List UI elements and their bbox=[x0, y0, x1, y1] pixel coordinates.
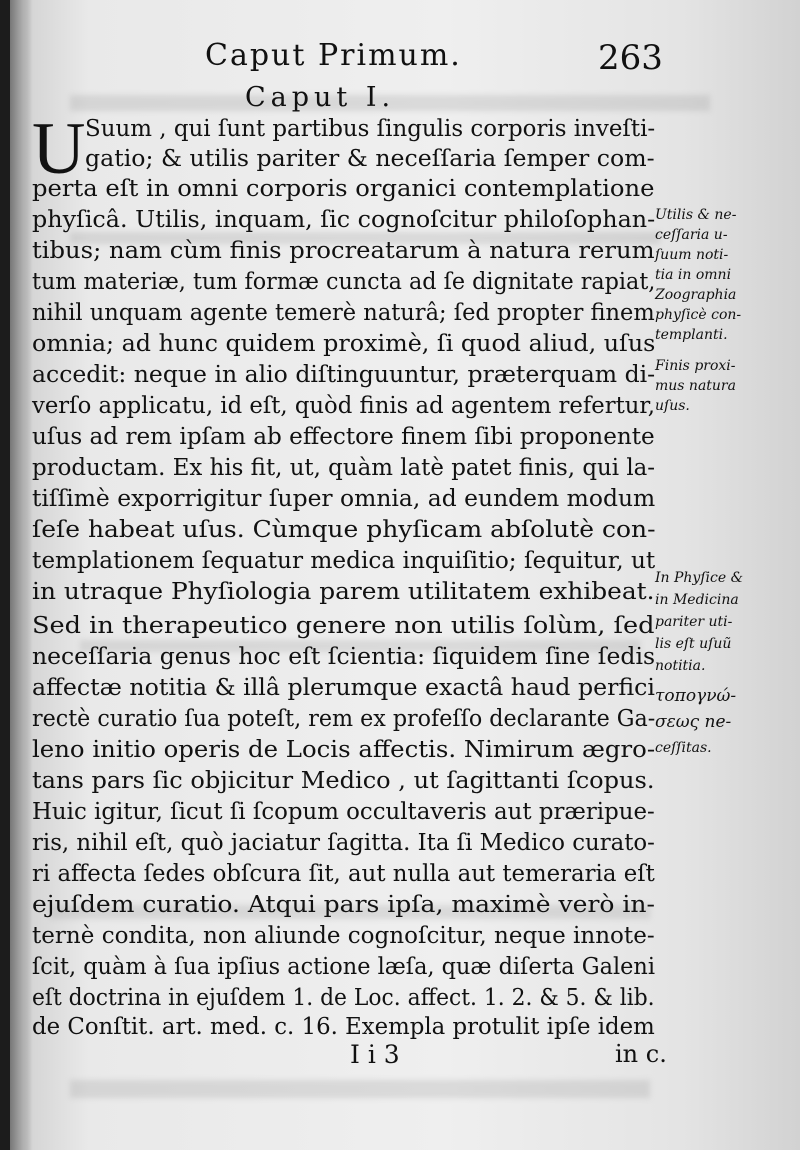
text-line: eſt doctrina in ejuſdem 1. de Loc. affect. 1. 2. & 5. & lib. bbox=[32, 985, 655, 1011]
marginal-note-line: phyſicè con- bbox=[655, 307, 742, 323]
text-line: tum materiæ, tum formæ cuncta ad ſe dignitate rapiat, bbox=[32, 269, 656, 295]
marginal-note-line: templanti. bbox=[655, 327, 728, 343]
show-through-bleed bbox=[70, 1080, 650, 1098]
text-line: gatio; & utilis pariter & neceſſaria ſemper com- bbox=[85, 146, 655, 172]
chapter-heading: Caput I. bbox=[245, 82, 396, 113]
text-line: ri affecta ſedes obſcura ſit, aut nulla aut temeraria eſt bbox=[32, 861, 655, 887]
text-line: ſcit, quàm à ſua ipſius actione læſa, quæ diſerta Galeni bbox=[32, 954, 655, 980]
text-line: tibus; nam cùm finis procreatarum à natura rerum bbox=[32, 238, 655, 264]
drop-initial: U bbox=[32, 108, 86, 190]
marginal-note-line: mus natura bbox=[655, 378, 736, 394]
text-line: accedit: neque in alio diſtinguuntur, præterquam di- bbox=[32, 362, 656, 388]
marginal-note-line: Zoographia bbox=[655, 287, 737, 303]
marginal-note-line: tia in omni bbox=[655, 267, 732, 283]
text-line: nihil unquam agente temerè naturâ; ſed propter finem bbox=[32, 300, 655, 326]
marginal-note-line: uſus. bbox=[655, 398, 690, 414]
marginal-note-line: in Medicina bbox=[655, 592, 739, 608]
text-line: omnia; ad hunc quidem proximè, ſi quod aliud, uſus bbox=[32, 331, 656, 357]
marginal-note-line: ſuum noti- bbox=[655, 247, 729, 263]
text-line: tans pars ſic objicitur Medico , ut ſagittanti ſcopus. bbox=[32, 768, 655, 794]
book-page bbox=[10, 0, 800, 1150]
marginal-note-line: pariter uti- bbox=[655, 614, 733, 630]
marginal-note-line: τοπογνώ- bbox=[655, 686, 737, 706]
catchword: in c. bbox=[615, 1040, 667, 1068]
marginal-note-line: In Phyſice & bbox=[655, 570, 744, 586]
text-line: perta eſt in omni corporis organici contemplatione bbox=[32, 176, 655, 202]
marginal-note-line: notitia. bbox=[655, 658, 706, 674]
marginal-note-line: Finis proxi- bbox=[655, 358, 736, 374]
signature-mark: I i 3 bbox=[350, 1040, 400, 1069]
text-line: rectè curatio ſua poteſt, rem ex profeſſo declarante Ga- bbox=[32, 706, 656, 732]
text-line: Huic igitur, ſicut ſi ſcopum occultaveris aut præripue- bbox=[32, 799, 655, 825]
text-line: de Conſtit. art. med. c. 16. Exempla protulit ipſe idem bbox=[32, 1014, 655, 1040]
text-line: Sed in therapeutico genere non utilis ſolùm, ſed bbox=[32, 613, 655, 639]
marginal-note-line: ceſſitas. bbox=[655, 740, 712, 756]
text-line: ris, nihil eſt, quò jaciatur ſagitta. Ita ſi Medico curato- bbox=[32, 830, 655, 856]
text-line: ſeſe habeat uſus. Cùmque phyſicam abſolutè con- bbox=[32, 517, 656, 543]
running-title: Caput Primum. bbox=[205, 38, 462, 73]
page-gutter-shadow bbox=[10, 0, 32, 1150]
text-line: phyſicâ. Utilis, inquam, ſic cognoſcitur philoſophan- bbox=[32, 207, 656, 233]
text-line: neceſſaria genus hoc eſt ſcientia: ſiquidem ſine ſedis bbox=[32, 644, 656, 670]
page-number: 263 bbox=[598, 38, 663, 78]
text-line: uſus ad rem ipſam ab effectore finem ſibi proponente bbox=[32, 424, 655, 450]
text-line: ejuſdem curatio. Atqui pars ipſa, maximè verò in- bbox=[32, 892, 655, 918]
text-line: Suum , qui ſunt partibus ſingulis corporis inveſti- bbox=[85, 116, 656, 142]
text-line: affectæ notitia & illâ plerumque exactâ haud perfici bbox=[32, 675, 655, 701]
marginal-note-line: Utilis & ne- bbox=[655, 207, 737, 223]
text-line: verſo applicatu, id eſt, quòd finis ad agentem refertur, bbox=[32, 393, 655, 419]
marginal-note-line: lis eſt uſuũ bbox=[655, 636, 732, 652]
marginal-note-line: σεως ne- bbox=[655, 712, 732, 732]
marginal-note-line: ceſſaria u- bbox=[655, 227, 728, 243]
text-line: leno initio operis de Locis affectis. Nimirum ægro- bbox=[32, 737, 656, 763]
text-line: ternè condita, non aliunde cognoſcitur, neque innote- bbox=[32, 923, 655, 949]
text-line: templationem ſequatur medica inquiſitio; ſequitur, ut bbox=[32, 548, 656, 574]
text-line: productam. Ex his fit, ut, quàm latè patet finis, qui la- bbox=[32, 455, 656, 481]
text-line: tiſſimè exporrigitur ſuper omnia, ad eundem modum bbox=[32, 486, 656, 512]
text-line: in utraque Phyſiologia parem utilitatem exhibeat. bbox=[32, 579, 655, 605]
